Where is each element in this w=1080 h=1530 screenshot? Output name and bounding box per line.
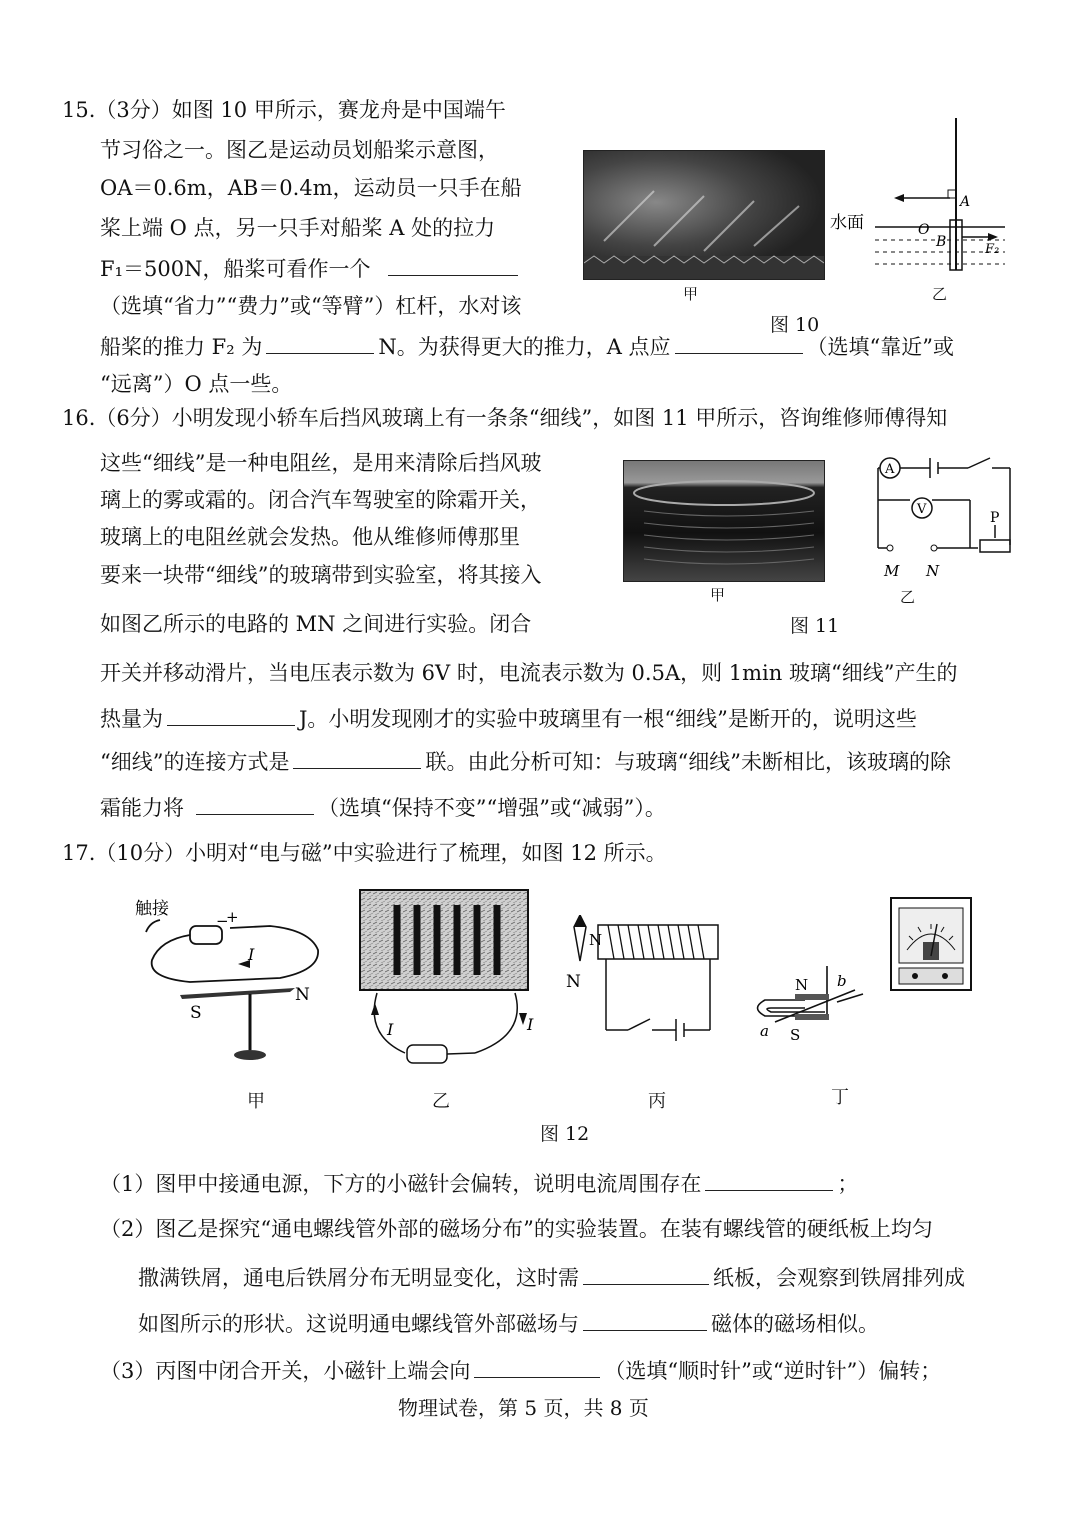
fig11-jia-label: 甲	[710, 586, 726, 604]
jia-n-label: N	[295, 985, 310, 1005]
fig12-yi-label: 乙	[432, 1091, 450, 1112]
slider-label: P	[990, 510, 1000, 526]
q16-line-10a: 霜能力将	[100, 796, 184, 820]
q17-sub2-line1: （2）图乙是探究“通电螺线管外部的磁场分布”的实验装置。在装有螺线管的硬纸板上均匀	[100, 1217, 933, 1241]
q15-blank-f2[interactable]	[266, 335, 374, 354]
q16-line-9b: 联。由此分析可知：与玻璃“细线”未断相比，该玻璃的除	[425, 750, 951, 774]
ding-n-label: N	[795, 976, 809, 994]
oar-diagram	[830, 110, 1010, 303]
q15-line-6: （选填“省力”“费力”或“等臂”）杠杆，水对该	[100, 294, 522, 318]
q16-line-1: 16.（6分）小明发现小轿车后挡风玻璃上有一条条“细线”，如图 11 甲所示，咨询维修师傅得知	[62, 406, 948, 430]
q15-line-8: “远离”）O 点一些。	[100, 372, 293, 396]
point-n-label: N	[926, 562, 940, 580]
q15-line-7b: N。为获得更大的推力，A 点应	[378, 335, 671, 359]
q17-sub1	[100, 1172, 858, 1195]
yi-current-right: I	[527, 1015, 534, 1034]
ammeter-label: A	[885, 462, 895, 477]
q17-sub3-end: （选填“顺时针”或“逆时针”）偏转；	[604, 1359, 942, 1383]
f2-label: F₂	[985, 242, 1000, 257]
q17-sub2-line2	[138, 1266, 965, 1289]
minus-label: −	[216, 912, 229, 930]
q15-line-2: 节习俗之一。图乙是运动员划船桨示意图，	[100, 138, 499, 162]
point-a-label: A	[960, 194, 971, 210]
page-footer: 物理试卷，第 5 页，共 8 页	[398, 1396, 649, 1420]
q15-line-3: OA＝0.6m，AB＝0.4m，运动员一只手在船	[100, 176, 522, 200]
q16-line-7: 开关并移动滑片，当电压表示数为 6V 时，电流表示数为 0.5A，则 1min 玻璃“细线”产生的	[100, 661, 958, 685]
q17-sub2-line3	[138, 1312, 879, 1335]
fig12-jia-oersted	[130, 890, 330, 1070]
fig12-caption: 图 12	[540, 1123, 590, 1145]
yi-current-left: I	[387, 1020, 394, 1039]
q15-blank-lever-type[interactable]	[388, 257, 518, 276]
q16-line-8b: J。小明发现刚才的实验中玻璃里有一根“细线”是断开的，说明这些	[299, 707, 917, 731]
fig12-ding-label: 丁	[831, 1087, 849, 1108]
q17-sub1-end: ；	[837, 1172, 859, 1196]
q15-line-5	[100, 257, 522, 280]
q15-line-7c: （选填“靠近”或	[806, 335, 955, 359]
q16-line-6: 如图乙所示的电路的 MN 之间进行实验。闭合	[100, 612, 532, 636]
fig11-caption: 图 11	[790, 615, 840, 637]
q17-sub2-text-b: 纸板，会观察到铁屑排列成	[713, 1266, 965, 1290]
bing-n-top: N	[589, 931, 603, 949]
q16-line-2: 这些“细线”是一种电阻丝，是用来清除后挡风玻	[100, 451, 542, 475]
touch-label: 触接	[135, 899, 169, 919]
fig12-jia-label: 甲	[247, 1091, 265, 1112]
q17-sub2-text-a: 撒满铁屑，通电后铁屑分布无明显变化，这时需	[138, 1266, 579, 1290]
circuit-diagram	[850, 450, 1020, 590]
q16-line-8	[100, 707, 917, 730]
q17-blank-tap-board[interactable]	[583, 1266, 709, 1285]
q15-line-5-text: F₁＝500N，船桨可看作一个	[100, 257, 371, 281]
dragon-boat-photo	[583, 150, 825, 280]
water-label: 水面	[830, 213, 864, 233]
ding-a-label: a	[760, 1022, 769, 1040]
plus-label: +	[226, 908, 239, 926]
q17-blank-magnet-type[interactable]	[583, 1312, 707, 1331]
ding-b-label: b	[837, 972, 847, 990]
q17-intro: 17.（10分）小明对“电与磁”中实验进行了梳理，如图 12 所示。	[62, 841, 667, 865]
q17-sub3-text: （3）丙图中闭合开关，小磁针上端会向	[100, 1359, 471, 1383]
q16-line-4: 玻璃上的电阻丝就会发热。他从维修师傅那里	[100, 525, 520, 549]
q15-blank-a-point[interactable]	[675, 335, 803, 354]
fig12-ding-generator	[745, 890, 985, 1070]
q17-blank-rotation[interactable]	[474, 1359, 600, 1378]
ding-s-label: S	[790, 1026, 801, 1044]
q16-line-3: 璃上的雾或霜的。闭合汽车驾驶室的除霜开关，	[100, 488, 541, 512]
fig12-bing-electromagnet	[560, 915, 730, 1045]
q15-line-1: 15.（3分）如图 10 甲所示，赛龙舟是中国端午	[62, 98, 506, 122]
rear-window-photo	[623, 460, 825, 582]
fig10-caption: 图 10	[770, 314, 820, 336]
q16-line-9	[100, 750, 951, 773]
fig12-bing-label: 丙	[648, 1091, 666, 1112]
voltmeter-label: V	[917, 502, 927, 517]
point-b-label: B	[936, 234, 947, 250]
fig10-jia-label: 甲	[683, 285, 699, 303]
q16-line-9a: “细线”的连接方式是	[100, 750, 290, 774]
q17-blank-magnetic-field[interactable]	[705, 1172, 833, 1191]
q17-sub2-text-d: 磁体的磁场相似。	[711, 1312, 879, 1336]
q17-sub1-text: （1）图甲中接通电源，下方的小磁针会偏转，说明电流周围存在	[100, 1172, 702, 1196]
q16-line-10	[100, 796, 666, 819]
fig12-yi-solenoid	[355, 885, 535, 1085]
fig10-yi-label: 乙	[932, 285, 948, 303]
q15-line-4: 桨上端 O 点，另一只手对船桨 A 处的拉力	[100, 216, 496, 240]
bing-n-bottom: N	[566, 972, 581, 992]
point-m-label: M	[884, 562, 900, 580]
fig11-yi-label: 乙	[900, 588, 916, 606]
q17-sub2-text-c: 如图所示的形状。这说明通电螺线管外部磁场与	[138, 1312, 579, 1336]
point-o-label: O	[918, 222, 930, 238]
q15-line-7a: 船桨的推力 F₂ 为	[100, 335, 263, 359]
q16-line-10b: （选填“保持不变”“增强”或“减弱”）。	[318, 796, 666, 820]
q17-sub3	[100, 1359, 941, 1382]
q16-line-8a: 热量为	[100, 707, 163, 731]
q15-line-7	[100, 335, 954, 358]
jia-s-label: S	[190, 1003, 202, 1023]
q16-blank-connection[interactable]	[293, 750, 421, 769]
q16-blank-defrost[interactable]	[196, 796, 314, 815]
jia-current-label: I	[248, 945, 255, 964]
q16-line-5: 要来一块带“细线”的玻璃带到实验室，将其接入	[100, 563, 542, 587]
q16-blank-heat[interactable]	[167, 707, 295, 726]
